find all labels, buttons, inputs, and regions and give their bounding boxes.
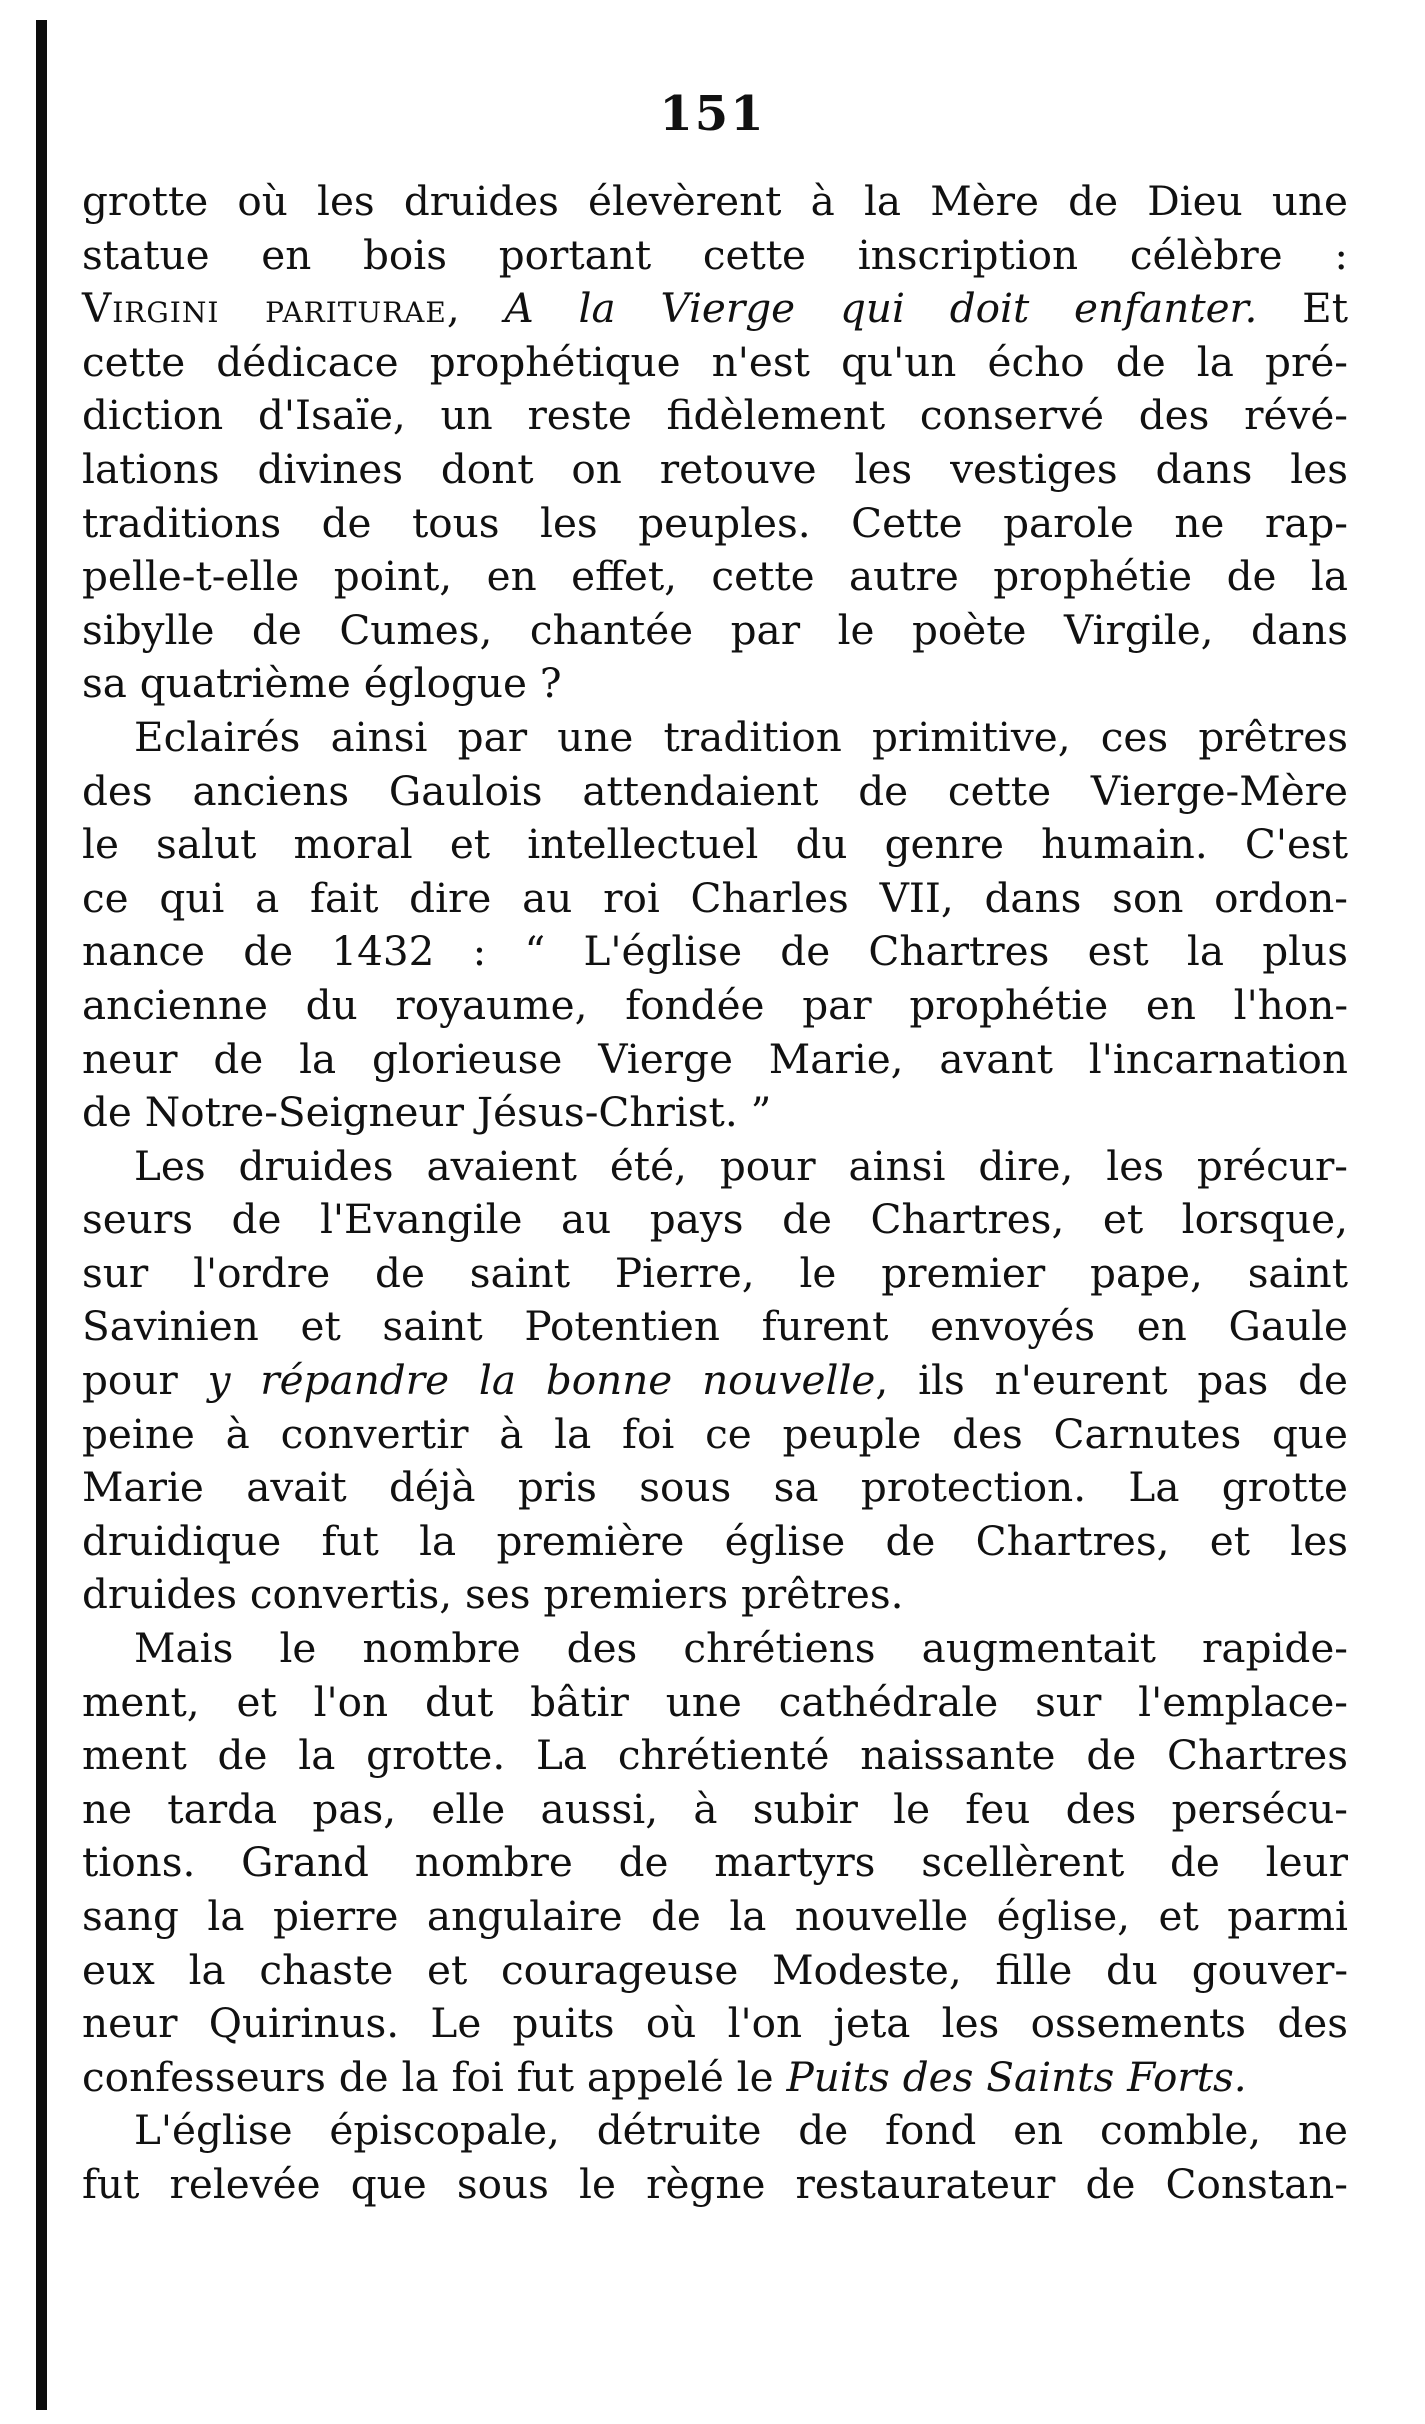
text-line: ment, et l'on dut bâtir une cathédrale sur l'emplace- [82,1677,1348,1726]
text-segment: Virgini pariturae [82,284,447,333]
text-line: druides convertis, ses premiers prêtres. [82,1570,904,1619]
text-line: sa quatrième églogue ? [82,659,562,708]
text-line: eux la chaste et courageuse Modeste, fille du gouver- [82,1945,1348,1994]
text-line: Marie avait déjà pris sous sa protection. La grotte [82,1463,1348,1512]
text-line: lations divines dont on retouve les vestiges dans les [82,444,1348,493]
text-segment: A la Vierge qui doit enfanter. [504,284,1258,333]
text-line: cette dédicace prophétique n'est qu'un écho de la pré- [82,337,1348,386]
text-line: diction d'Isaïe, un reste fidèlement conservé des révé- [82,391,1348,440]
text-segment: Puits des Saints Forts. [786,2052,1247,2101]
body-text [82,175,1348,2212]
text-segment: , ils n'eurent pas de [875,1356,1348,1405]
text-line: fut relevée que sous le règne restaurateur de Constan- [82,2159,1348,2208]
text-line: ment de la grotte. La chrétienté naissante de Chartres [82,1731,1348,1780]
text-line: neur Quirinus. Le puits où l'on jeta les ossements des [82,1999,1348,2048]
text-line [82,2051,1348,2105]
text-line: de Notre-Seigneur Jésus-Christ. ” [82,1088,772,1137]
text-line: tions. Grand nombre de martyrs scellèrent de leur [82,1838,1348,1887]
text-line: le salut moral et intellectuel du genre humain. C'est [82,820,1348,869]
page-number: 151 [659,86,766,142]
text-line: ce qui a fait dire au roi Charles VII, dans son ordon- [82,873,1348,922]
text-line: druidique fut la première église de Chartres, et les [82,1516,1348,1565]
text-line: L'église épiscopale, détruite de fond en comble, ne [134,2106,1348,2155]
text-line: ne tarda pas, elle aussi, à subir le feu des persécu- [82,1784,1348,1833]
text-line: traditions de tous les peuples. Cette parole ne rap- [82,498,1348,547]
book-spine-edge [36,20,47,2410]
text-line: statue en bois portant cette inscription célèbre : [82,230,1348,279]
text-line: sibylle de Cumes, chantée par le poète Virgile, dans [82,605,1348,654]
text-line: ancienne du royaume, fondée par prophétie en l'hon- [82,980,1348,1029]
text-line [82,282,1348,336]
text-line: Les druides avaient été, pour ainsi dire, les précur- [134,1141,1348,1190]
text-line [82,1354,1348,1408]
text-line: peine à convertir à la foi ce peuple des Carnutes que [82,1409,1348,1458]
text-line: pelle-t-elle point, en effet, cette autre prophétie de la [82,552,1348,601]
text-line: sang la pierre angulaire de la nouvelle église, et parmi [82,1892,1348,1940]
text-line: neur de la glorieuse Vierge Marie, avant l'incarnation [82,1034,1348,1083]
text-segment: y répandre la bonne nouvelle [207,1356,876,1405]
text-segment: pour [82,1356,208,1405]
text-segment: Et [1257,284,1348,333]
text-line: des anciens Gaulois attendaient de cette Vierge-Mère [82,766,1348,815]
text-segment: confesseurs de la foi fut appelé le [82,2052,787,2101]
text-line: sur l'ordre de saint Pierre, le premier pape, saint [82,1248,1348,1297]
text-line: Savinien et saint Potentien furent envoyés en Gaule [82,1302,1348,1351]
text-segment: , [446,284,505,333]
text-line: Mais le nombre des chrétiens augmentait rapide- [134,1624,1348,1673]
text-line: seurs de l'Evangile au pays de Chartres, et lorsque, [82,1195,1348,1244]
text-line: Eclairés ainsi par une tradition primitive, ces prêtres [134,712,1348,761]
text-line: grotte où les druides élevèrent à la Mère de Dieu une [82,177,1348,225]
text-line: nance de 1432 : “ L'église de Chartres est la plus [82,927,1348,976]
